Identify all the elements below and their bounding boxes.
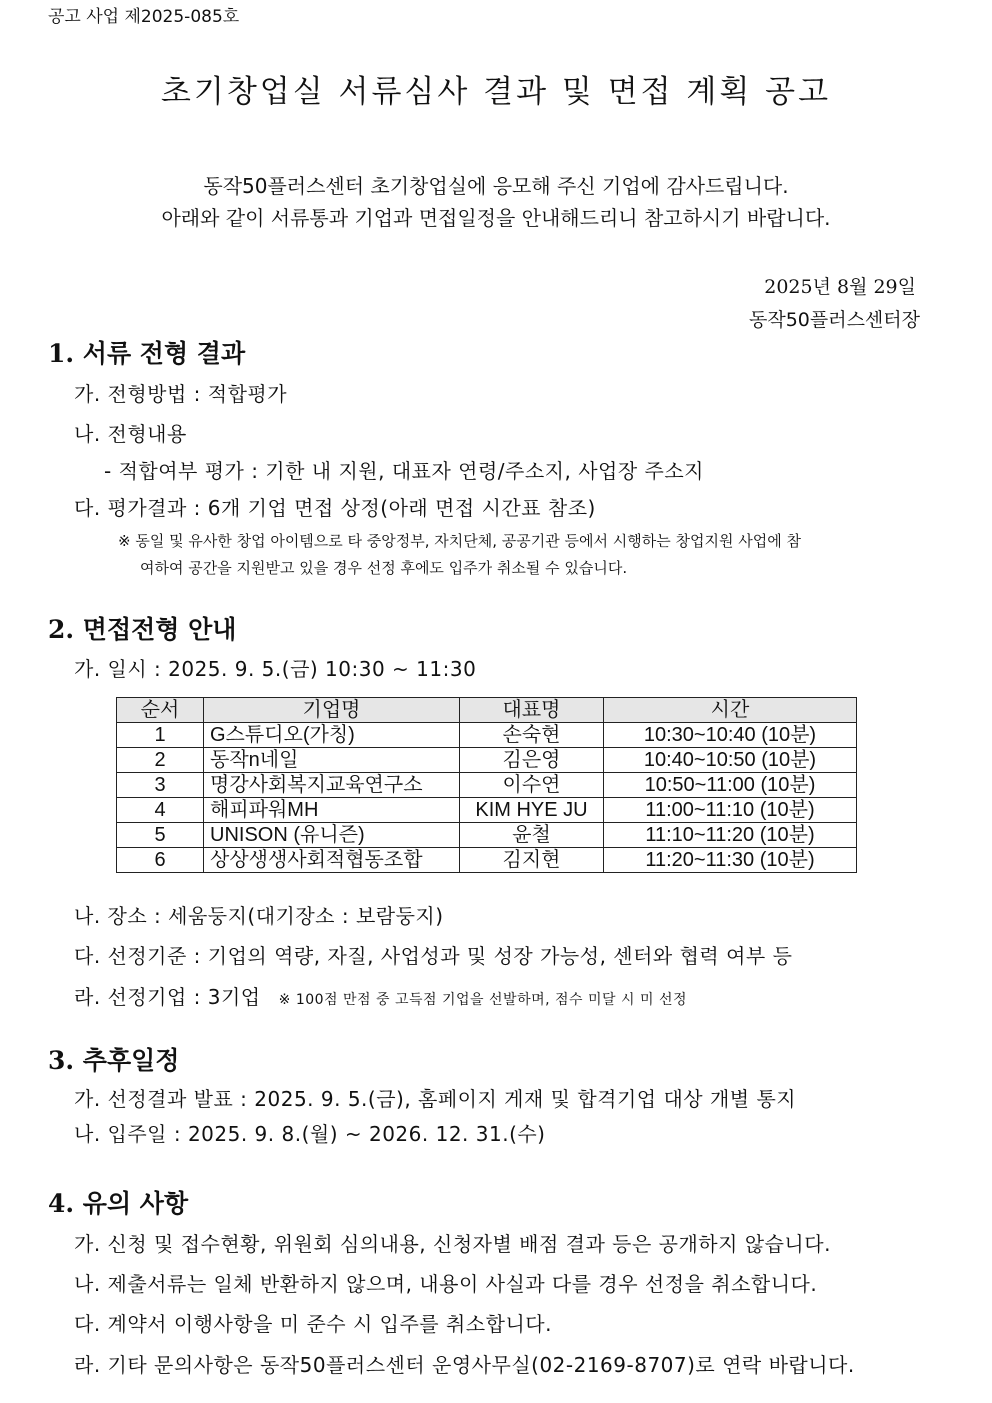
- cell-representative: 이수연: [460, 773, 604, 798]
- cell-company: UNISON (유니즌): [204, 823, 460, 848]
- cell-order: 1: [117, 723, 204, 748]
- col-header-time: 시간: [604, 698, 857, 723]
- cell-company: 상상생생사회적협동조합: [204, 848, 460, 873]
- cell-time: 10:50~11:00 (10분): [604, 773, 857, 798]
- issuer: 동작50플러스센터장: [748, 309, 920, 331]
- cell-company: 동작n네일: [204, 748, 460, 773]
- col-header-order: 순서: [117, 698, 204, 723]
- move-in-period: 나. 입주일 : 2025. 9. 8.(월) ~ 2026. 12. 31.(수): [74, 1122, 546, 1146]
- cell-time: 11:10~11:20 (10분): [604, 823, 857, 848]
- issue-date: 2025년 8월 29일: [764, 276, 916, 298]
- notice-item: 나. 제출서류는 일체 반환하지 않으며, 내용이 사실과 다를 경우 선정을 취소합니다.: [74, 1272, 818, 1296]
- cell-company: G스튜디오(가칭): [204, 723, 460, 748]
- evaluation-result: 다. 평가결과 : 6개 기업 면접 상정(아래 면접 시간표 참조): [74, 496, 596, 520]
- intro-line-2: 아래와 같이 서류통과 기업과 면접일정을 안내해드리니 참고하시기 바랍니다.: [161, 206, 831, 230]
- cell-representative: 김지현: [460, 848, 604, 873]
- cell-company: 해피파워MH: [204, 798, 460, 823]
- table-row: [117, 773, 857, 798]
- cell-order: 4: [117, 798, 204, 823]
- cell-order: 2: [117, 748, 204, 773]
- intro-line-1: 동작50플러스센터 초기창업실에 응모해 주신 기업에 감사드립니다.: [203, 174, 789, 198]
- table-row: [117, 823, 857, 848]
- result-announcement: 가. 선정결과 발표 : 2025. 9. 5.(금), 홈페이지 게재 및 합격기업 대상 개별 통지: [74, 1087, 797, 1111]
- notice-item: 가. 신청 및 접수현황, 위원회 심의내용, 신청자별 배점 결과 등은 공개하지 않습니다.: [74, 1232, 831, 1256]
- selected-count: [74, 981, 687, 1010]
- duplicate-support-note-1: ※ 동일 및 유사한 창업 아이템으로 타 중앙정부, 자치단체, 공공기관 등에서 시행하는 창업지원 사업에 참: [118, 532, 801, 550]
- selection-criteria: 다. 선정기준 : 기업의 역량, 자질, 사업성과 및 성장 가능성, 센터와 협력 여부 등: [74, 944, 793, 968]
- document-number: 공고 사업 제2025-085호: [48, 7, 240, 27]
- interview-place: 나. 장소 : 세움둥지(대기장소 : 보람둥지): [74, 904, 444, 928]
- duplicate-support-note-2: 여하여 공간을 지원받고 있을 경우 선정 후에도 입주가 취소될 수 있습니다.: [140, 559, 628, 577]
- cell-order: 6: [117, 848, 204, 873]
- notice-item: 다. 계약서 이행사항을 미 준수 시 입주를 취소합니다.: [74, 1312, 552, 1336]
- interview-datetime: 가. 일시 : 2025. 9. 5.(금) 10:30 ~ 11:30: [74, 657, 477, 681]
- selected-count-note: ※ 100점 만점 중 고득점 기업을 선발하며, 점수 미달 시 미 선정: [278, 992, 688, 1008]
- page-title: 초기창업실 서류심사 결과 및 면접 계획 공고: [160, 74, 832, 110]
- table-row: [117, 798, 857, 823]
- cell-order: 5: [117, 823, 204, 848]
- screening-method: 가. 전형방법 : 적합평가: [74, 382, 288, 406]
- section-4-heading: 4. 유의 사항: [48, 1189, 189, 1218]
- cell-representative: 윤철: [460, 823, 604, 848]
- table-row: [117, 848, 857, 873]
- table-row: [117, 723, 857, 748]
- notice-item-contact: 라. 기타 문의사항은 동작50플러스센터 운영사무실(02-2169-8707)로 연락 바랍니다.: [74, 1353, 855, 1377]
- interview-schedule-table: [116, 697, 857, 873]
- cell-time: 11:20~11:30 (10분): [604, 848, 857, 873]
- section-1-heading: 1. 서류 전형 결과: [48, 339, 246, 368]
- cell-representative: 김은영: [460, 748, 604, 773]
- col-header-company: 기업명: [204, 698, 460, 723]
- section-3-heading: 3. 추후일정: [48, 1046, 180, 1075]
- cell-time: 10:40~10:50 (10분): [604, 748, 857, 773]
- screening-content-label: 나. 전형내용: [74, 422, 187, 446]
- cell-order: 3: [117, 773, 204, 798]
- cell-time: 11:00~11:10 (10분): [604, 798, 857, 823]
- selected-count-text: 라. 선정기업 : 3기업: [74, 985, 261, 1009]
- screening-content-detail: - 적합여부 평가 : 기한 내 지원, 대표자 연령/주소지, 사업장 주소지: [104, 459, 704, 483]
- table-header-row: [117, 698, 857, 723]
- cell-representative: 손숙현: [460, 723, 604, 748]
- section-2-heading: 2. 면접전형 안내: [48, 615, 237, 644]
- table-row: [117, 748, 857, 773]
- col-header-representative: 대표명: [460, 698, 604, 723]
- cell-representative: KIM HYE JU: [460, 798, 604, 823]
- cell-time: 10:30~10:40 (10분): [604, 723, 857, 748]
- cell-company: 명강사회복지교육연구소: [204, 773, 460, 798]
